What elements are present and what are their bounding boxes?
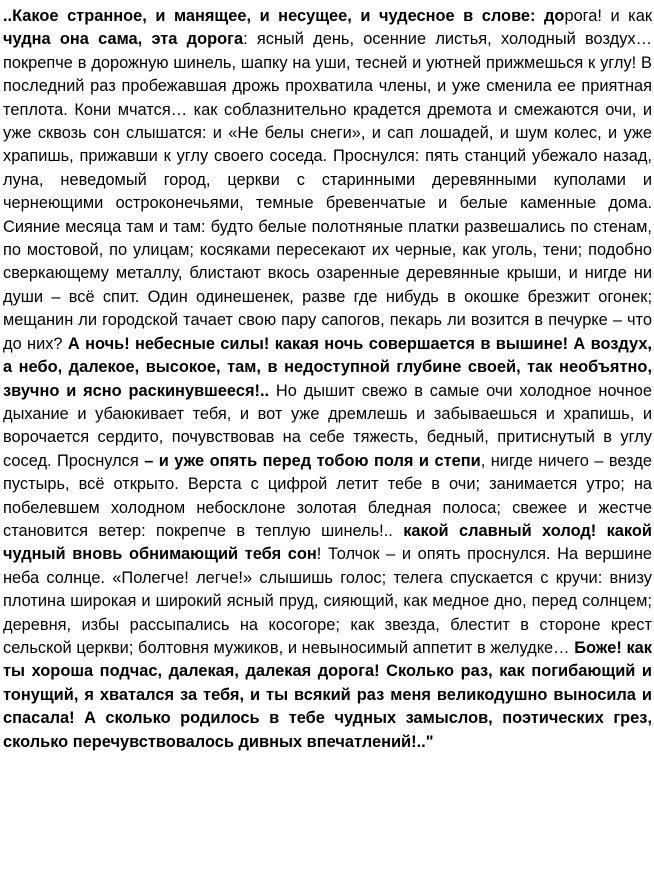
text-segment-bold: А ночь! небесные силы! какая ночь совершается в вышине! А воздух, а небо, далекое, высокое, там, в недоступной глубине своей, так необъятно, звучно и ясно раскинувшееся!..	[3, 334, 652, 400]
text-segment: ! Толчок – и опять проснулся. На вершине неба солнце. «Полегче! легче!» слышишь голос; телега спускается с кручи: внизу плотина широкая и широкий ясный пруд, сияющий, как медное дно, перед солнцем; деревня, избы рассыпались на косогоре; как звезда, блестит в стороне крест сельской церкви; болтовня мужиков, и невыносимый аппетит в желудке…	[3, 545, 652, 657]
text-segment: Но дышит свежо в самые очи холодное ночное дыхание и убаюкивает тебя, и вот уже дремлешь и забываешься и храпишь, и ворочается сердито, почувствовав на себе тяжесть, бедный, притиснутый в углу сосед. Проснулся	[3, 381, 652, 470]
text-segment-bold: ..Какое странное, и манящее, и несущее, и чудесное в слове: до	[3, 7, 565, 25]
text-segment-bold: Боже! как ты хороша подчас, далекая, далекая дорога! Сколько раз, как погибающий и тонущий, я хватался за тебя, и ты всякий раз меня великодушно выносила и спасала! А сколько родилось в тебе чудных замыслов, поэтических грез, сколько перечувствовалось дивных впечатлений!.."	[3, 638, 652, 751]
text-segment-bold: чудна она сама, эта дорога	[3, 30, 244, 49]
text-segment-bold: – и уже опять перед тобою поля и степи	[144, 451, 481, 470]
text-segment: : ясный день, осенние листья, холодный воздух… покрепче в дорожную шинель, шапку на уши, тесней и уютней прижмешься к углу! В последний раз пробежавшая дрожь прохватила члены, и уже сменила ее приятная теплота. Кони мчатся… как соблазнительно крадется дремота и смежаются очи, и уже сквозь сон слышатся: и «Не белы снеги», и сап лошадей, и шум колес, и уже храпишь, прижавши к углу своего соседа. Проснулся: пять станций убежало назад, луна, неведомый город, церкви с старинными деревянными куполами и чернеющими остроконечьями, темные бревенчатые и белые каменные дома. Сияние месяца там и там: будто белые полотняные платки развешались по стенам, по мостовой, по улицам; косяками пересекают их черные, как уголь, тени; подобно сверкающему металлу, блистают вкось озаренные деревянные крыши, и нигде ни души – всё спит. Один одинешенек, разве где нибудь в окошке брезжит огонек; мещанин ли городской тачает свою пару сапогов, пекарь ли возится в печурке – что до них?	[3, 30, 652, 353]
text-segment-bold: какой славный холод! какой чудный вновь обнимающий тебя сон	[3, 521, 652, 564]
text-segment: , нигде ничего – везде пустырь, всё открыто. Верста с цифрой летит тебе в очи; занимается утро; на побелевшем холодном небосклоне золотая бледная полоса; свежее и жестче становится ветер: покрепче в теплую шинель!..	[3, 451, 653, 540]
text-segment: рога! и как	[564, 7, 652, 25]
